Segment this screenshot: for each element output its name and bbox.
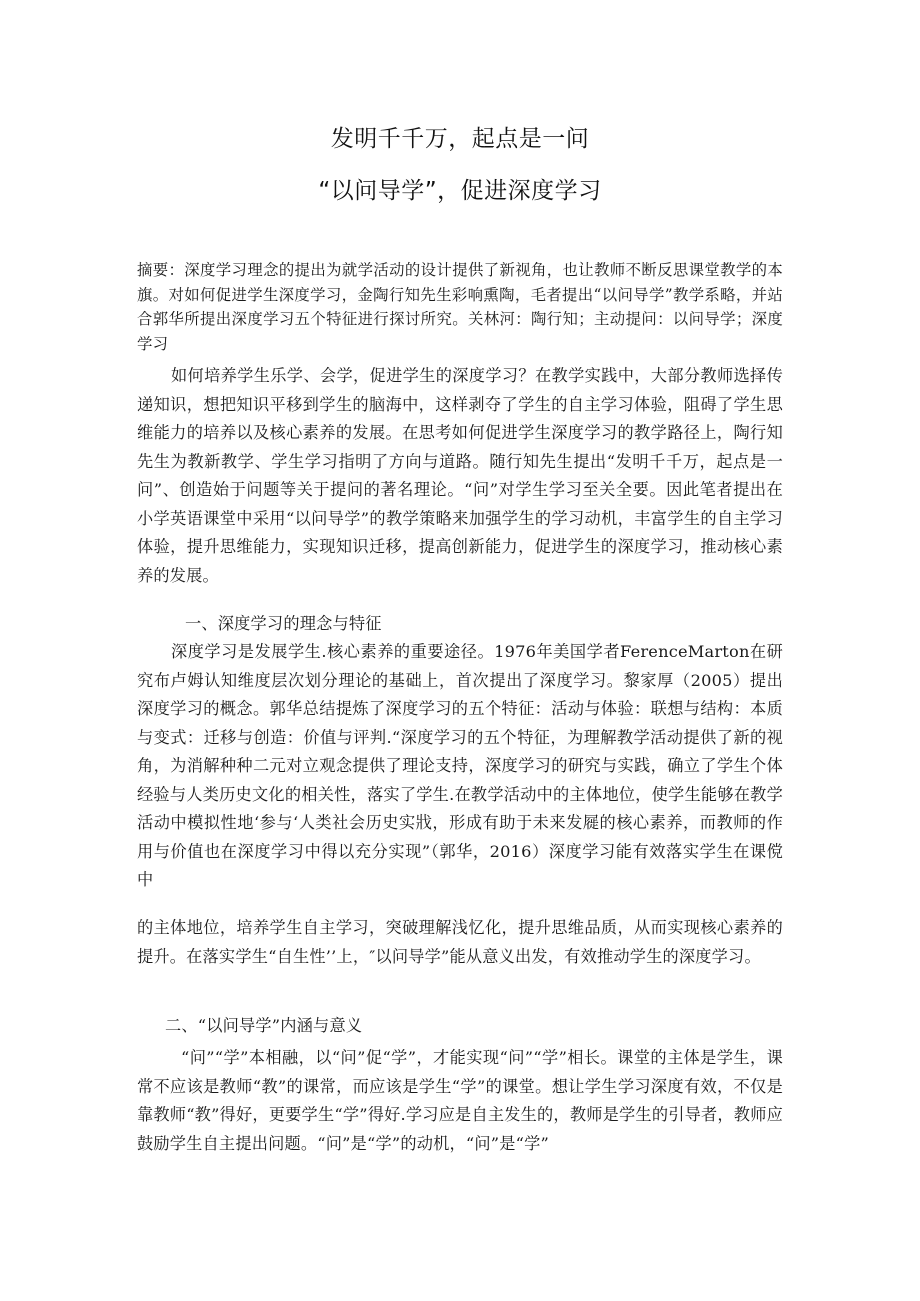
title-line-2: “以问导学”，促进深度学习: [318, 178, 602, 204]
body-paragraph-3: 的主体地位，培养学生自主学习，突破理解浅忆化，提升思维品质，从而实现核心素养的提升。在落实学生“自生性’’上，″以问导学”能从意义出发，有效推动学生的深度学习。: [137, 918, 783, 966]
section-heading-1: 一、深度学习的理念与特征: [185, 614, 382, 633]
body-paragraph-4: “问”“学”本相融，以“问”促“学”，才能实现“问”“学”相长。课堂的主体是学生，课常不应该是教师“教”的课常，而应该是学生“学”的课堂。想让学生学习深度有效，不仅是靠教师“教”得好，更要学生“学”得好.学习应是自主发生的，教师是学生的引导者，教师应鼓励学生自主提出问题。“问”是“学”的动机，“问”是“学”: [137, 1048, 783, 1153]
title-line-1: 发明千千万，起点是一问: [330, 126, 590, 152]
section-heading-2: 二、“以问导学”内涵与意义: [165, 1016, 363, 1035]
body-paragraph-1: 如何培养学生乐学、会学，促进学生的深度学习？在教学实践中，大部分教师选择传递知识，想把知识平移到学生的脑海中，这样剥夺了学生的自主学习体验，阻碍了学生思维能力的培养以及核心素养的发展。在思考如何促进学生深度学习的教学路径上，陶行知先生为教新教学、学生学习指明了方向与道路。随行知先生提出“发明千千万，起点是一问”、创造始于问题等关于提问的著名理论。“问”对学生学习至关全要。因此笔者提出在小学英语课堂中采用“以问导学”的教学策略来加强学生的学习动机，丰富学生的自主学习体验，提升思维能力，实现知识迁移，提高创新能力，促进学生的深度学习，推动核心素养的发展。: [137, 366, 783, 585]
body-paragraph-2: 深度学习是发展学生.核心素养的重要途径。1976年美国学者FerenceMarton在研究布卢姆认知维度层次划分理论的基础上，首次提出了深度学习。黎家厚（2005）提出深度学习的概念。郭华总结提炼了深度学习的五个特征：活动与体验：联想与结构：本质与变式：迁移与创造：价值与评判.“深度学习的五个特征，为理解教学活动提供了新的视角，为消解种种二元对立观念提供了理论支持，深度学习的研究与实践，确立了学生个体经验与人类历史文化的相关性，落实了学生.在教学活动中的主体地位，使学生能够在教学活动中模拟性地‘参与‘人类社会历史实戕，形成有助于未来发屣的核心素养，而教师的作用与价值也在深度学习中得以充分实现”（郭华，2016）深度学习能有效落实学生在课傥中: [137, 642, 783, 889]
abstract-paragraph: 摘要：深度学习理念的提出为就学活动的设计提供了新视角，也让教师不断反思课堂教学的本旗。对如何促进学生深度学习，金陶行知先生彩响熏陶，毛者提出“以问导学”教学系略，并站合郭华所提出深度学习五个特征进行探讨所究。关林河：陶行知；主动提问：以问导学；深度学习: [137, 261, 783, 353]
